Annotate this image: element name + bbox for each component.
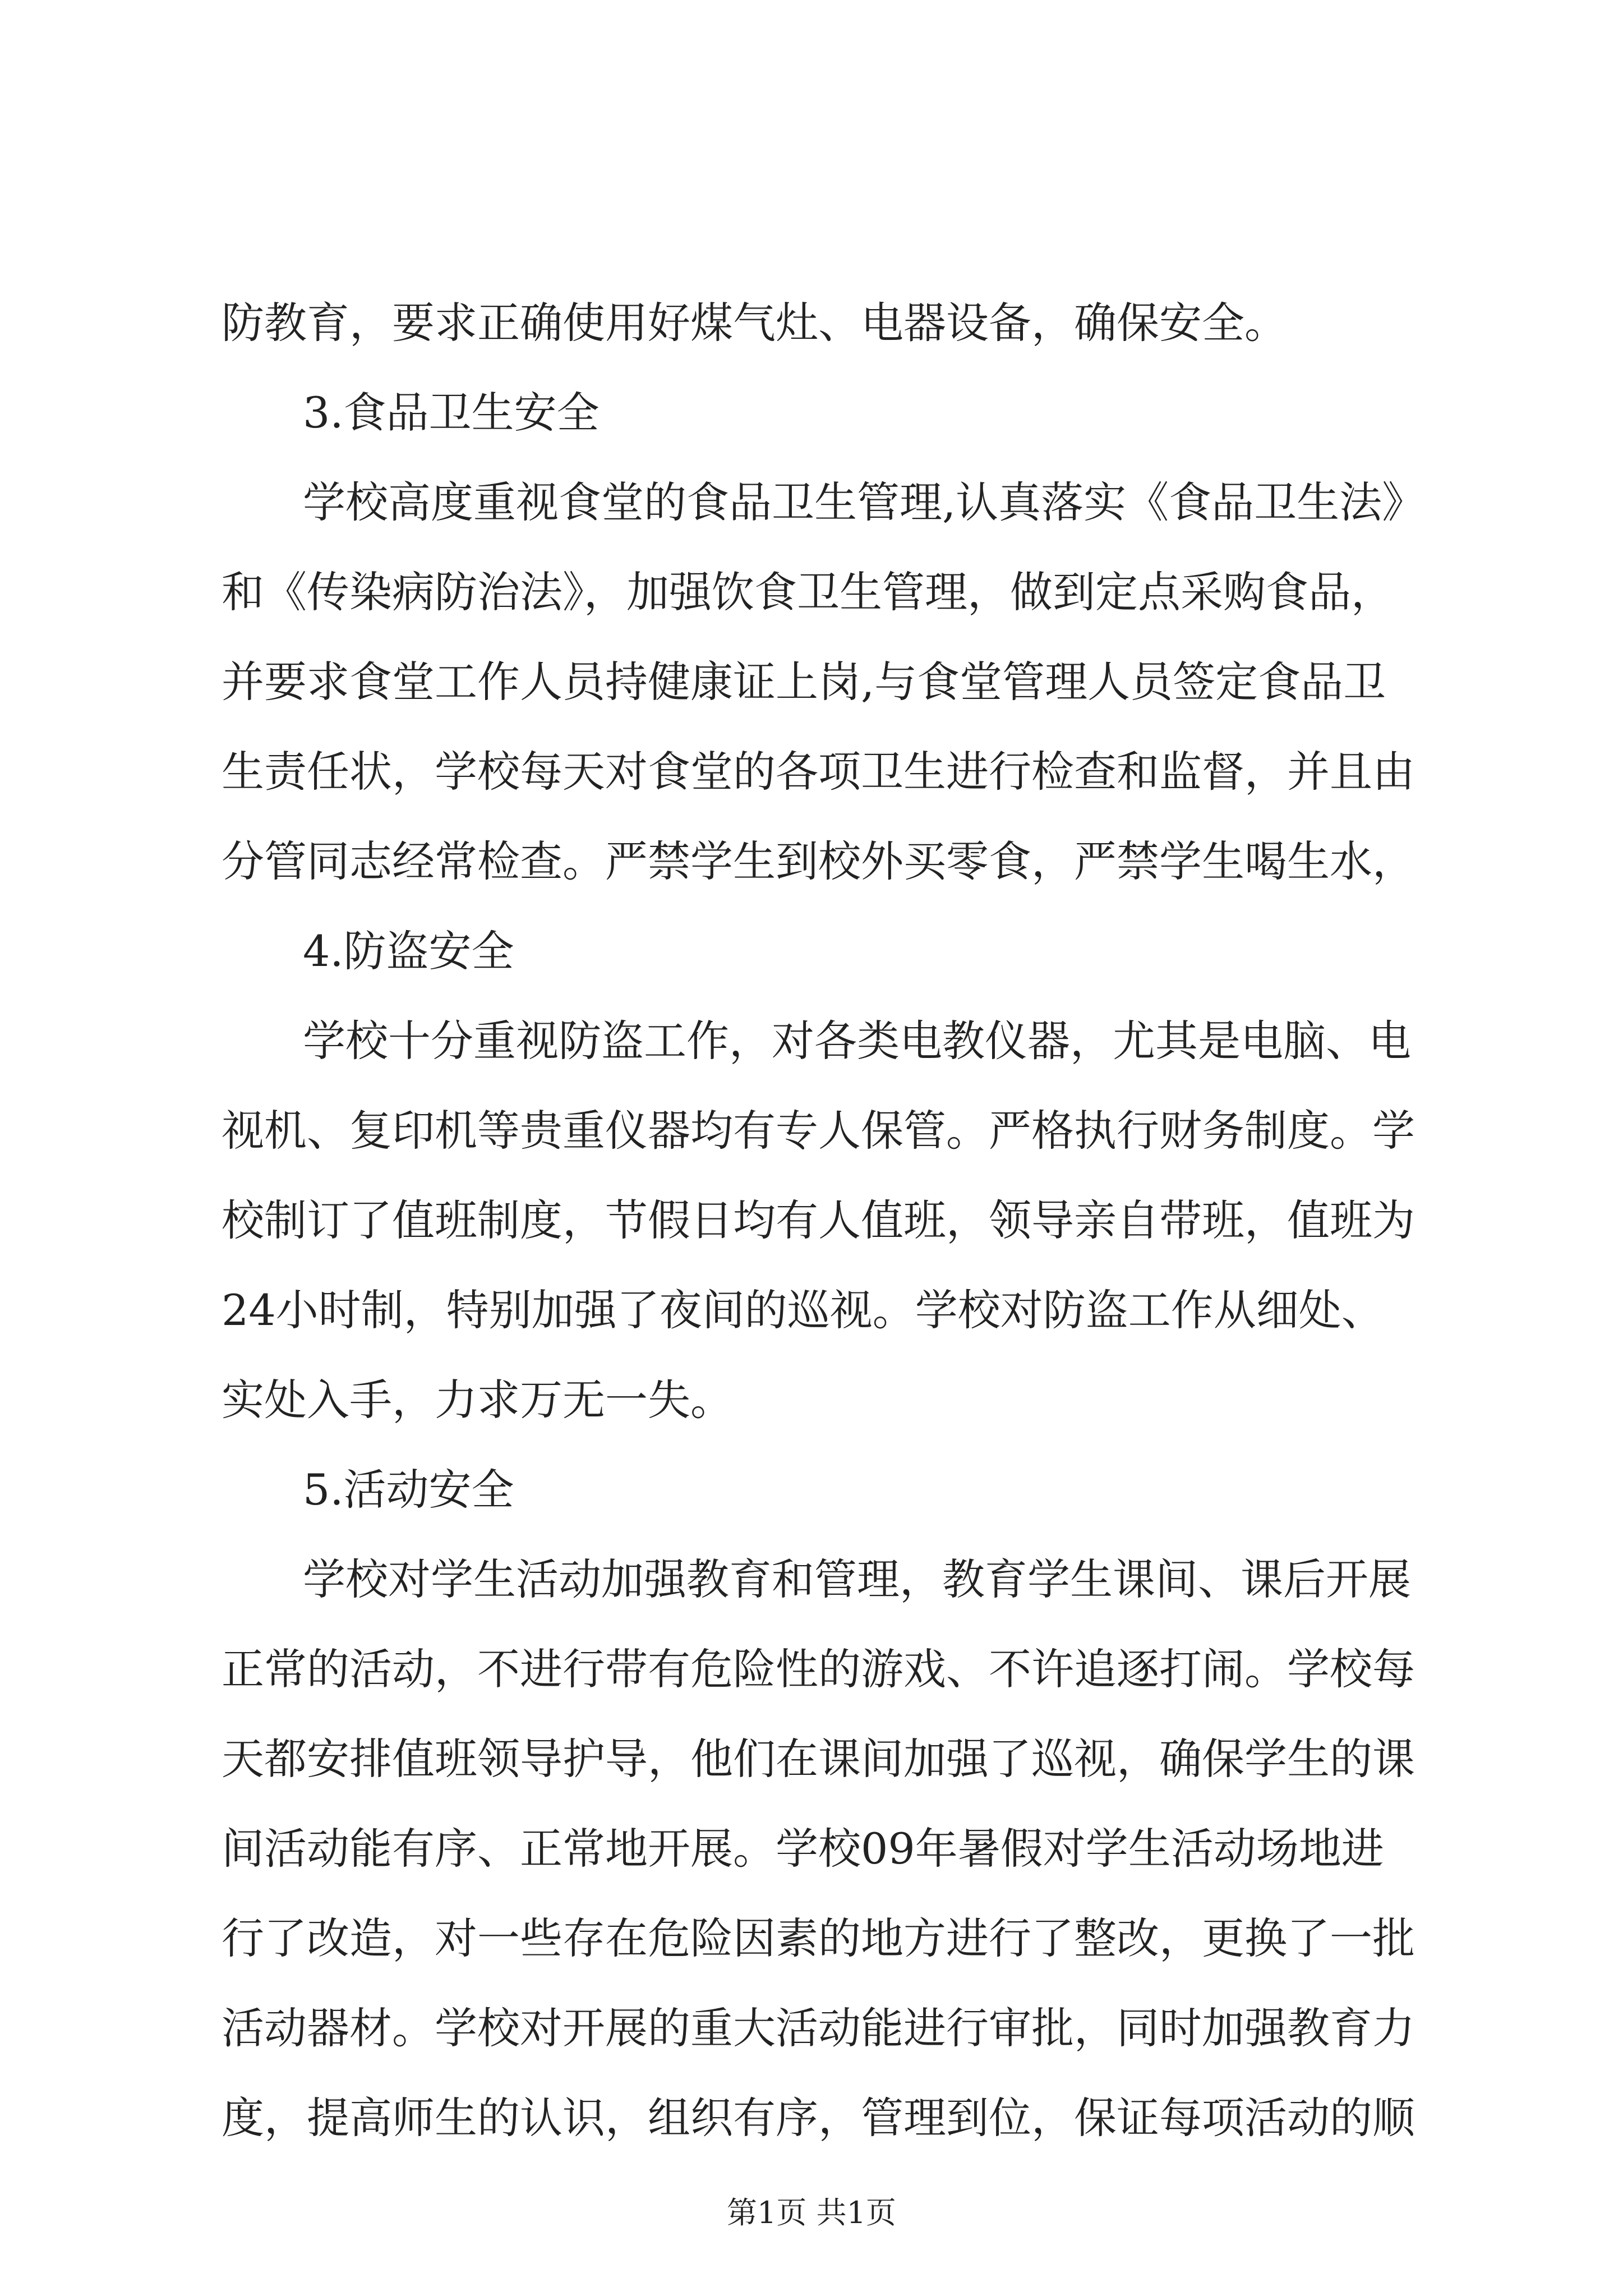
text-line: 校制订了值班制度，节假日均有人值班，领导亲自带班，值班为 [222, 1195, 1415, 1245]
text-line: 间活动能有序、正常地开展。学校09年暑假对学生活动场地进 [222, 1824, 1384, 1874]
section-heading: 4.防盗安全 [303, 926, 514, 976]
text-line: 防教育，要求正确使用好煤气灶、电器设备，确保安全。 [222, 298, 1287, 348]
text-line: 正常的活动，不进行带有危险性的游戏、不许追逐打闹。学校每 [222, 1644, 1415, 1694]
text-line: 视机、复印机等贵重仪器均有专人保管。严格执行财务制度。学 [222, 1106, 1415, 1156]
text-line: 行了改造，对一些存在危险因素的地方进行了整改，更换了一批 [222, 1913, 1415, 1963]
text-line: 学校对学生活动加强教育和管理，教育学生课间、课后开展 [303, 1554, 1411, 1604]
text-line: 度，提高师生的认识，组织有序，管理到位，保证每项活动的顺 [222, 2093, 1415, 2143]
text-line: 学校十分重视防盗工作，对各类电教仪器，尤其是电脑、电 [303, 1016, 1411, 1066]
section-heading: 5.活动安全 [303, 1465, 514, 1515]
text-line: 分管同志经常检查。严禁学生到校外买零食，严禁学生喝生水， [222, 836, 1415, 886]
page-footer: 第1页 共1页 [727, 2195, 896, 2230]
text-line: 活动器材。学校对开展的重大活动能进行审批，同时加强教育力 [222, 2003, 1415, 2053]
text-line: 实处入手，力求万无一失。 [222, 1375, 733, 1425]
text-line: 24小时制，特别加强了夜间的巡视。学校对防盗工作从细处、 [222, 1285, 1384, 1335]
section-heading: 3.食品卫生安全 [303, 388, 600, 438]
text-line: 生责任状，学校每天对食堂的各项卫生进行检查和监督，并且由 [222, 747, 1415, 797]
text-line: 学校高度重视食堂的食品卫生管理,认真落实《食品卫生法》 [303, 477, 1425, 527]
text-line: 天都安排值班领导护导，他们在课间加强了巡视，确保学生的课 [222, 1734, 1415, 1784]
text-line: 并要求食堂工作人员持健康证上岗,与食堂管理人员签定食品卫 [222, 657, 1386, 707]
text-line: 和《传染病防治法》，加强饮食卫生管理，做到定点采购食品， [222, 567, 1394, 617]
